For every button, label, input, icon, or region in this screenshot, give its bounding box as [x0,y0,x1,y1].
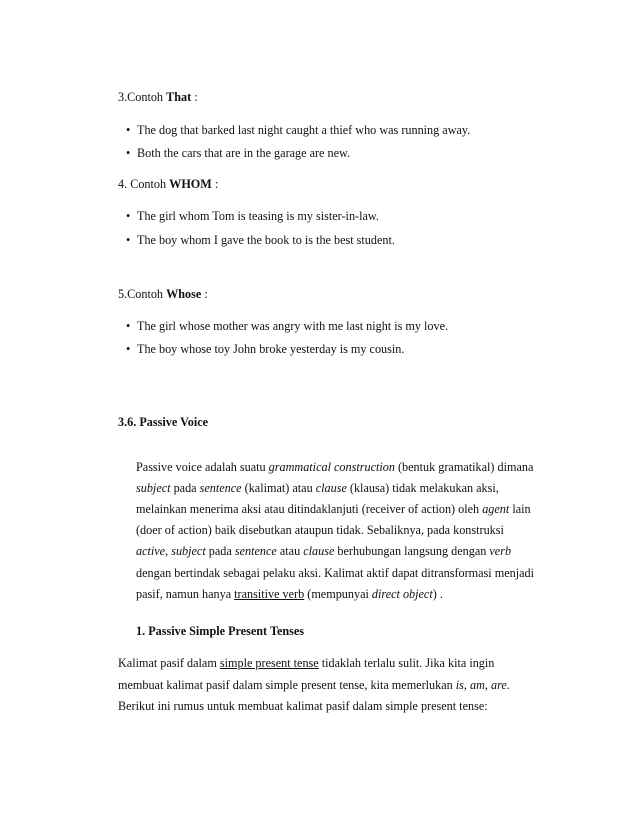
bullet-icon: • [126,123,131,137]
bullet-icon: • [126,233,131,247]
paragraph-line: (doer of action) baik disebutkan ataupun tidak. Sebaliknya, pada konstruksi [136,523,504,537]
paragraph-line: membuat kalimat pasif dalam simple present tense, kita memerlukan is, am, are. [118,678,510,692]
paragraph-line: Passive voice adalah suatu grammatical construction (bentuk gramatikal) dimana [136,460,534,474]
paragraph-line: pasif, namun hanya transitive verb (mempunyai direct object) . [136,587,443,601]
paragraph-line: melainkan menerima aksi atau ditindaklanjuti (receiver of action) oleh agent lain [136,502,531,516]
section-heading: 3.6. Passive Voice [118,415,209,429]
heading-contoh-that: 3.Contoh That : [118,90,198,104]
paragraph-line: Kalimat pasif dalam simple present tense tidaklah terlalu sulit. Jika kita ingin [118,656,495,670]
heading-contoh-whose: 5.Contoh Whose : [118,287,208,301]
subsection-heading: 1. Passive Simple Present Tenses [136,624,305,638]
list-item: • The boy whom I gave the book to is the best student. [126,233,395,247]
list-item: • The dog that barked last night caught a thief who was running away. [126,123,471,137]
paragraph-line: active, subject pada sentence atau clause berhubungan langsung dengan verb [136,544,512,558]
list-item: • The girl whose mother was angry with me last night is my love. [126,319,449,333]
list-item: • Both the cars that are in the garage are new. [126,146,351,160]
paragraph-line: Berikut ini rumus untuk membuat kalimat pasif dalam simple present tense: [118,699,488,713]
heading-contoh-whom: 4. Contoh WHOM : [118,177,219,191]
bullet-icon: • [126,319,131,333]
list-item: • The girl whom Tom is teasing is my sister-in-law. [126,209,379,223]
bullet-icon: • [126,146,131,160]
list-item: • The boy whose toy John broke yesterday is my cousin. [126,342,405,356]
bullet-icon: • [126,209,131,223]
paragraph-line: dengan bertindak sebagai pelaku aksi. Kalimat aktif dapat ditransformasi menjadi [136,566,534,580]
bullet-icon: • [126,342,131,356]
paragraph-line: subject pada sentence (kalimat) atau clause (klausa) tidak melakukan aksi, [136,481,499,495]
